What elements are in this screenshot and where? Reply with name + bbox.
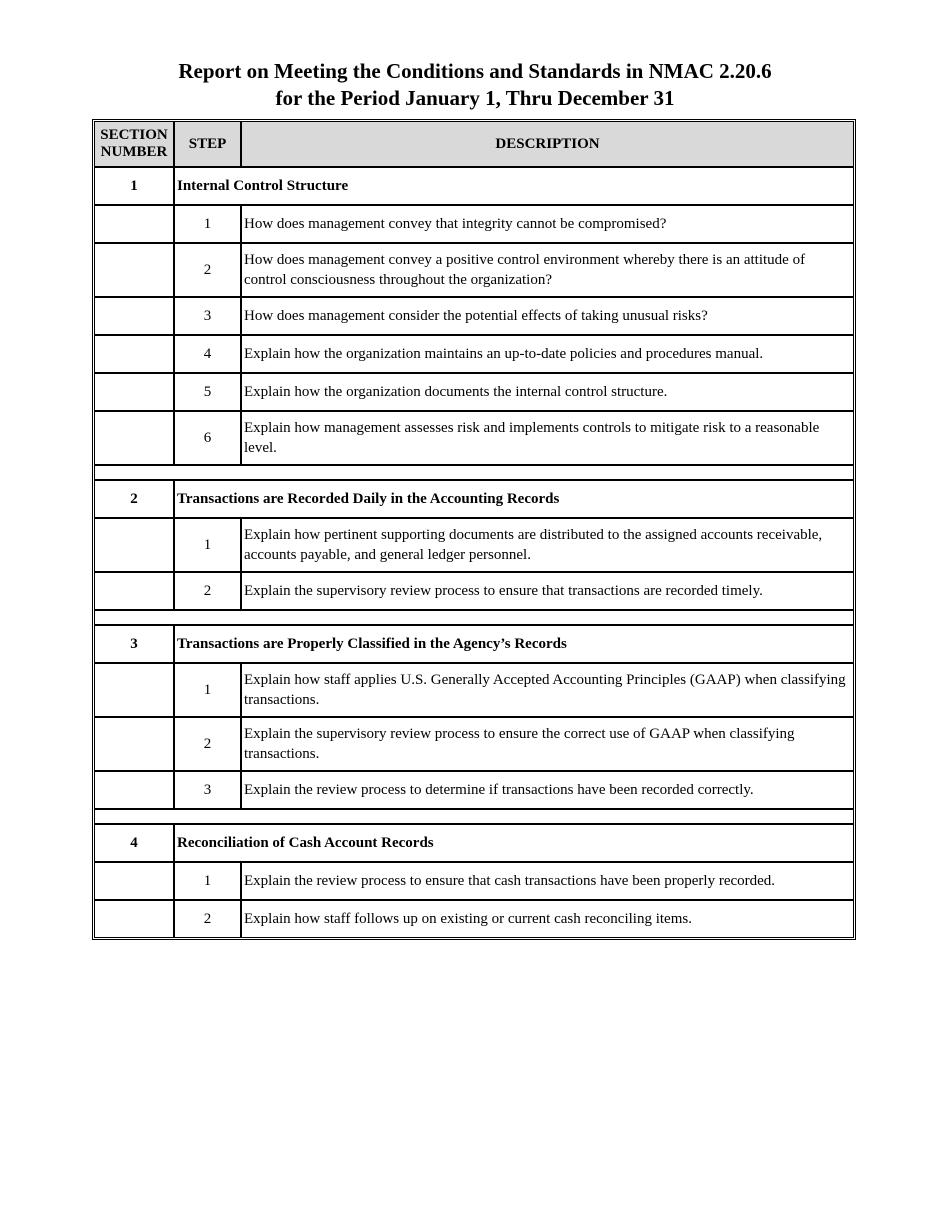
section-title: Transactions are Recorded Daily in the Accounting Records [174,480,853,518]
header-section-line-2: NUMBER [100,144,168,160]
empty-section-cell [95,335,174,373]
empty-section-cell [95,862,174,900]
section-number: 2 [95,480,174,518]
section-number: 4 [95,824,174,862]
step-number: 2 [174,572,241,610]
step-number: 1 [174,862,241,900]
empty-section-cell [95,205,174,243]
table-row [95,243,853,297]
step-description: How does management consider the potential effects of taking unusual risks? [241,297,853,335]
table-row [95,572,853,610]
step-number: 2 [174,900,241,937]
step-description: Explain how pertinent supporting documents are distributed to the assigned accounts receivable, accounts payable, and general ledger personnel. [241,518,853,572]
table-row [95,518,853,572]
step-description: Explain how the organization documents the internal control structure. [241,373,853,411]
section-header-row [95,625,853,663]
step-description: Explain the review process to ensure that cash transactions have been properly recorded. [241,862,853,900]
section-spacer-row [95,610,853,625]
header-description: DESCRIPTION [241,122,853,167]
table-row [95,373,853,411]
section-number: 1 [95,167,174,205]
table-header-row [95,122,853,167]
step-description: Explain how staff applies U.S. Generally Accepted Accounting Principles (GAAP) when classifying transactions. [241,663,853,717]
step-description: How does management convey that integrity cannot be compromised? [241,205,853,243]
section-title: Reconciliation of Cash Account Records [174,824,853,862]
table-row [95,411,853,465]
table-row [95,900,853,937]
step-number: 1 [174,518,241,572]
section-header-row [95,167,853,205]
step-description: Explain the review process to determine if transactions have been recorded correctly. [241,771,853,809]
table-row [95,771,853,809]
conditions-table-frame [92,119,856,940]
empty-section-cell [95,771,174,809]
empty-section-cell [95,518,174,572]
empty-section-cell [95,297,174,335]
step-description: How does management convey a positive control environment whereby there is an attitude of control consciousness throughout the organization? [241,243,853,297]
section-spacer-row [95,809,853,824]
empty-section-cell [95,373,174,411]
section-header-row [95,480,853,518]
step-description: Explain how management assesses risk and implements controls to mitigate risk to a reasonable level. [241,411,853,465]
section-title: Internal Control Structure [174,167,853,205]
step-description: Explain how the organization maintains an up-to-date policies and procedures manual. [241,335,853,373]
step-number: 4 [174,335,241,373]
empty-section-cell [95,411,174,465]
empty-section-cell [95,572,174,610]
header-step: STEP [174,122,241,167]
step-number: 2 [174,717,241,771]
conditions-table [95,122,853,937]
section-title: Transactions are Properly Classified in the Agency’s Records [174,625,853,663]
section-header-row [95,824,853,862]
step-number: 5 [174,373,241,411]
step-number: 3 [174,297,241,335]
step-number: 6 [174,411,241,465]
table-row [95,205,853,243]
step-number: 1 [174,205,241,243]
report-title-line-2: for the Period January 1, Thru December 31 [275,86,675,110]
empty-section-cell [95,717,174,771]
step-number: 2 [174,243,241,297]
table-row [95,717,853,771]
step-number: 1 [174,663,241,717]
header-section-line-1: SECTION [100,127,168,143]
empty-section-cell [95,663,174,717]
report-title [0,58,950,112]
empty-section-cell [95,243,174,297]
table-row [95,862,853,900]
step-description: Explain how staff follows up on existing or current cash reconciling items. [241,900,853,937]
step-description: Explain the supervisory review process to ensure the correct use of GAAP when classifying transactions. [241,717,853,771]
report-title-line-1: Report on Meeting the Conditions and Standards in NMAC 2.20.6 [178,59,772,83]
table-row [95,663,853,717]
step-number: 3 [174,771,241,809]
section-number: 3 [95,625,174,663]
table-row [95,297,853,335]
section-spacer-row [95,465,853,480]
step-description: Explain the supervisory review process to ensure that transactions are recorded timely. [241,572,853,610]
header-section-number [95,122,174,167]
table-row [95,335,853,373]
empty-section-cell [95,900,174,937]
